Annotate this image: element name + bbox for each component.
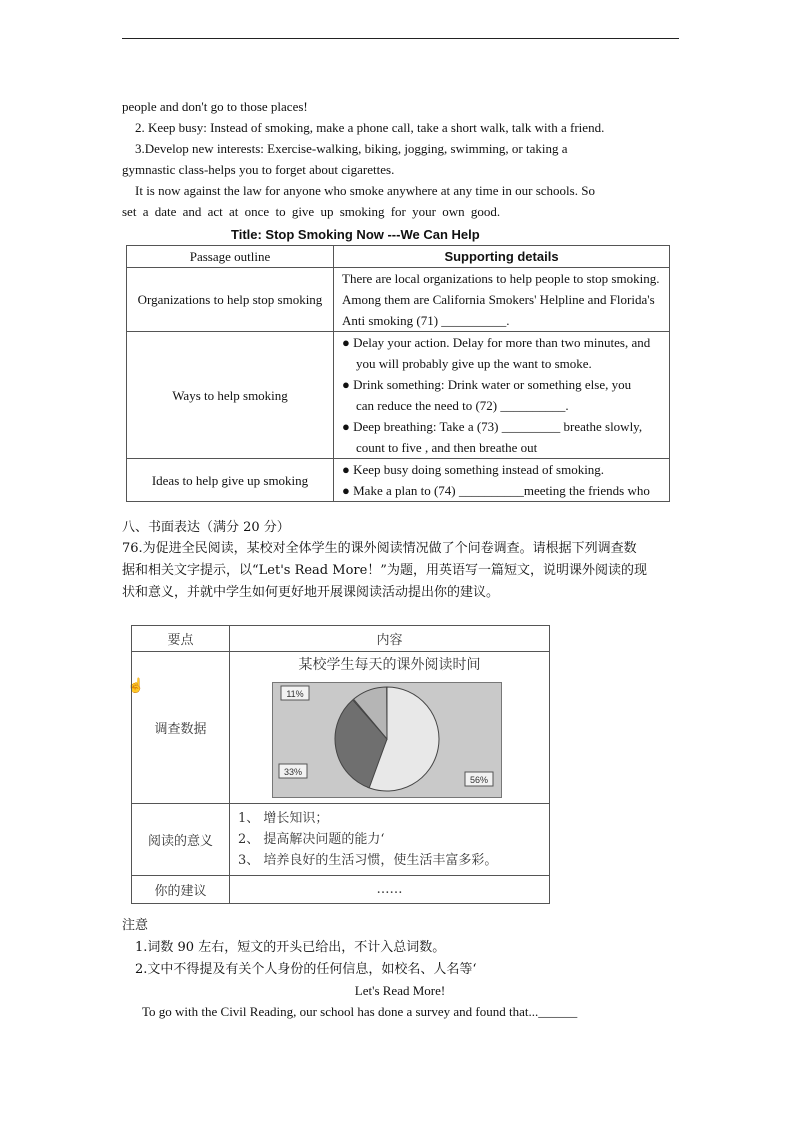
hand-cursor-icon: ☝ <box>127 679 145 694</box>
essay-start-text: To go with the Civil Reading, our school has done a survey and found that... <box>142 1004 539 1019</box>
notes-heading: 注意 <box>122 918 149 933</box>
essay-blank: ______ <box>538 1004 578 1019</box>
prompt-line: 76.为促进全民阅读，某校对全体学生的课外阅读情况做了个问卷调查。请根据下列调查数 <box>122 541 637 556</box>
outline-header-row <box>127 246 670 268</box>
meaning-row <box>132 804 550 876</box>
note-item: 2.文中不得提及有关个人身份的任何信息，如校名、人名等‘ <box>135 962 477 977</box>
detail-line: ● Make a plan to (74) __________meeting the friends who <box>342 483 650 498</box>
meaning-item: 1、 增长知识； <box>238 811 329 826</box>
row-details <box>334 268 670 332</box>
detail-line: There are local organizations to help people to stop smoking. <box>342 271 660 286</box>
header-key-points: 要点 <box>132 626 230 652</box>
essay-title: Let's Read More! <box>354 983 446 998</box>
detail-text: Keep busy doing something instead of smoking. <box>353 462 605 477</box>
row-label: Ideas to help give up smoking <box>127 459 334 502</box>
table-row <box>127 268 670 332</box>
row-label: Organizations to help stop smoking <box>127 268 334 332</box>
chart-title: 某校学生每天的课外阅读时间 <box>298 657 481 673</box>
suggestion-label: 你的建议 <box>132 876 230 904</box>
meaning-item: 2、 提高解决问题的能力‘ <box>238 832 385 847</box>
passage-line: gymnastic class-helps you to forget about cigarettes. <box>122 162 395 177</box>
passage-line: set a date and act at once to give up smoking for your own good. <box>122 204 501 219</box>
detail-line: ● Delay your action. Delay for more than two minutes, and <box>342 335 651 350</box>
survey-table <box>131 625 550 904</box>
table-row <box>127 459 670 502</box>
outline-table <box>126 245 670 502</box>
meaning-label: 阅读的意义 <box>132 804 230 876</box>
detail-line: count to five , and then breathe out <box>356 440 538 455</box>
detail-text: Drink something: Drink water or something else, you <box>353 377 632 392</box>
passage-line: It is now against the law for anyone who smoke anywhere at any time in our schools. So <box>135 183 595 198</box>
row-label: Ways to help smoking <box>127 332 334 459</box>
suggestion-row <box>132 876 550 904</box>
passage-line: 2. Keep busy: Instead of smoking, make a phone call, take a short walk, talk with a friend. <box>135 120 605 135</box>
slice-value-label: 33% <box>283 767 303 777</box>
slice-value-label: 11% <box>286 689 304 699</box>
meaning-items <box>230 804 550 876</box>
detail-line: ● Keep busy doing something instead of smoking. <box>342 462 605 477</box>
outline-table-title: Title: Stop Smoking Now ---We Can Help <box>231 227 480 242</box>
prompt-line: 据和相关文字提示，以“Let's Read More！”为题，用英语写一篇短文，说明课外阅读的现 <box>122 563 647 578</box>
pie-chart-frame <box>272 682 502 798</box>
header-content: 内容 <box>230 626 550 652</box>
section-heading: 八、书面表达（满分 20 分） <box>122 520 290 535</box>
passage-line: 3.Develop new interests: Exercise-walking, biking, jogging, swimming, or taking a <box>135 141 568 156</box>
slice-value-label: 56% <box>469 775 489 785</box>
detail-text: Deep breathing: Take a (73) _________ breathe slowly, <box>353 419 643 434</box>
detail-text: Make a plan to (74) __________meeting the friends who <box>353 483 650 498</box>
header-passage-outline: Passage outline <box>127 246 334 268</box>
table-row <box>127 332 670 459</box>
row-details <box>334 332 670 459</box>
page-top-rule <box>122 38 679 39</box>
pie-chart <box>230 652 549 803</box>
meaning-item: 3、 培养良好的生活习惯，使生活丰富多彩。 <box>238 853 498 868</box>
detail-line: ● Deep breathing: Take a (73) _________ breathe slowly, <box>342 419 643 434</box>
row-details <box>334 459 670 502</box>
suggestion-value: …… <box>230 876 550 904</box>
header-supporting-details: Supporting details <box>334 246 670 268</box>
survey-data-label: 调查数据 <box>132 652 230 804</box>
survey-header-row <box>132 626 550 652</box>
detail-line: ● Drink something: Drink water or something else, you <box>342 377 632 392</box>
survey-chart-cell <box>230 652 550 804</box>
prompt-line: 状和意义，并就中学生如何更好地开展课阅读活动提出你的建议。 <box>122 585 500 600</box>
detail-line: Anti smoking (71) __________. <box>342 313 510 328</box>
pie-chart-svg <box>273 683 501 797</box>
passage-line: people and don't go to those places! <box>122 99 308 114</box>
detail-line: can reduce the need to (72) __________. <box>356 398 569 413</box>
detail-text: Delay your action. Delay for more than two minutes, and <box>353 335 651 350</box>
note-item: 1.词数 90 左右，短文的开头已给出，不计入总词数。 <box>135 940 446 955</box>
detail-line: you will probably give up the want to smoke. <box>356 356 592 371</box>
essay-start <box>142 1004 577 1020</box>
survey-data-row <box>132 652 550 804</box>
detail-line: Among them are California Smokers' Helpline and Florida's <box>342 292 655 307</box>
